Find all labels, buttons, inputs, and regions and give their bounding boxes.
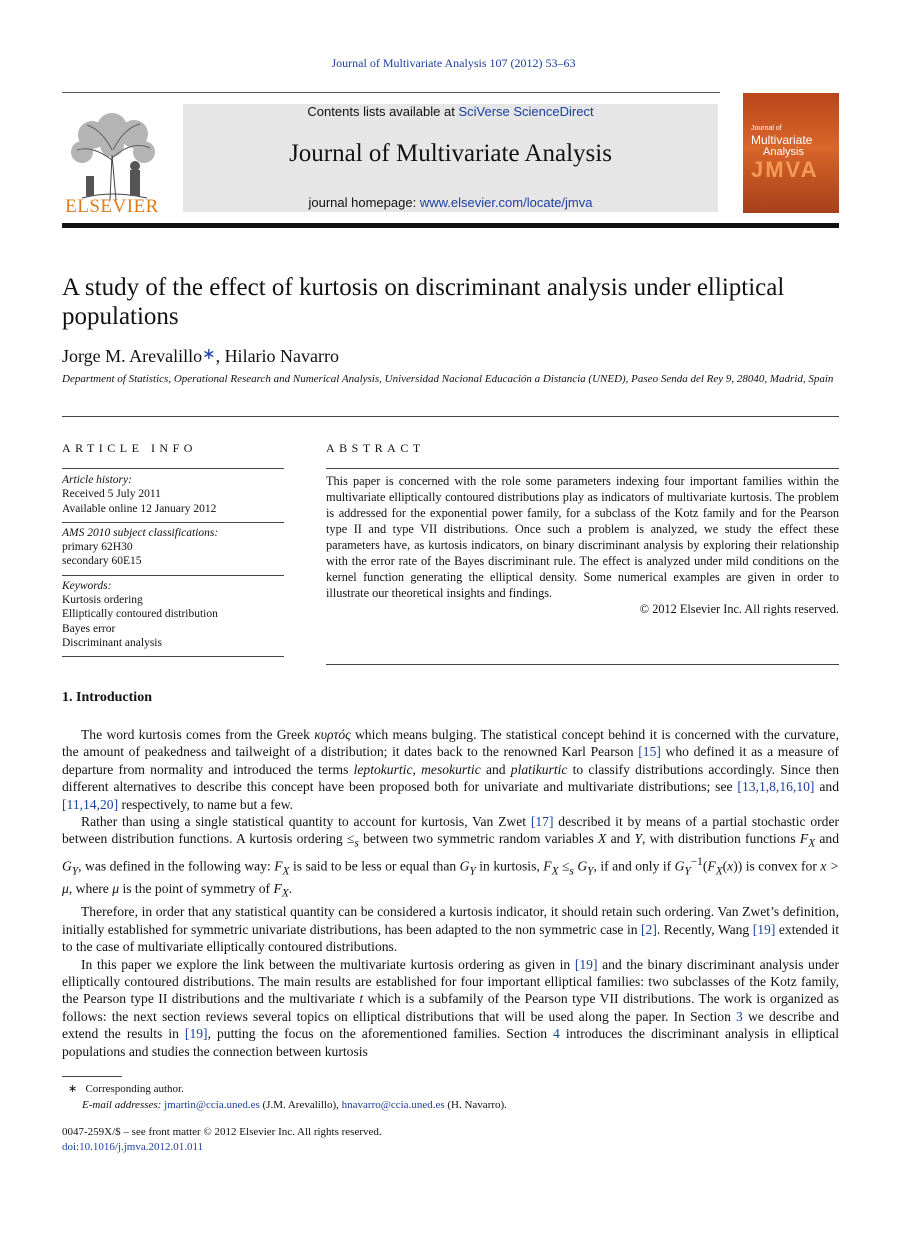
article-title: A study of the effect of kurtosis on discriminant analysis under elliptical populations — [62, 274, 785, 330]
abstract-rule — [326, 468, 839, 469]
info-divider — [62, 656, 284, 657]
email-label: E-mail addresses: — [82, 1099, 162, 1111]
homepage-line — [183, 195, 718, 210]
corresponding-footnote — [62, 1081, 839, 1097]
author-name: Hilario Navarro — [224, 346, 340, 366]
ams-primary: primary 62H30 — [62, 541, 133, 554]
header-thick-rule — [62, 223, 839, 228]
available-date: Available online 12 January 2012 — [62, 502, 217, 515]
footnote-mark: ∗ — [68, 1083, 78, 1095]
footnote-rule — [62, 1076, 122, 1077]
history-label: Article history: — [62, 474, 132, 486]
front-matter — [62, 1125, 382, 1155]
journal-cover[interactable] — [743, 93, 839, 213]
affiliation: Department of Statistics, Operational Research and Numerical Analysis, Universidad Nacional Educación a Distancia (UNED), Paseo Senda del Rey 9, 28040, Madrid, Spain — [62, 373, 834, 385]
email-footnote — [62, 1097, 839, 1113]
journal-name: Journal of Multivariate Analysis — [289, 140, 612, 167]
keywords-block — [62, 576, 284, 656]
header-rule — [62, 92, 720, 93]
elsevier-wordmark: ELSEVIER — [65, 196, 159, 217]
citation-link[interactable]: [15] — [638, 744, 661, 760]
citation-link[interactable]: [17] — [530, 814, 554, 830]
section-heading: 1. Introduction — [62, 690, 152, 705]
article-info-heading: ARTICLE INFO — [62, 441, 197, 455]
abstract-heading: ABSTRACT — [326, 441, 425, 455]
journal-masthead — [183, 104, 718, 212]
received-date: Received 5 July 2011 — [62, 488, 161, 501]
corresponding-author-mark[interactable]: ∗ — [202, 346, 216, 363]
abstract — [326, 473, 839, 617]
journal-reference[interactable]: Journal of Multivariate Analysis 107 (2012) 53–63 — [331, 56, 576, 70]
footnote-text: Corresponding author. — [85, 1083, 184, 1095]
section-link[interactable]: 4 — [553, 1026, 560, 1042]
keyword: Kurtosis ordering — [62, 594, 143, 607]
sciencedirect-link[interactable]: SciVerse ScienceDirect — [458, 104, 594, 119]
citation-link[interactable]: [13,1,8,16,10] — [737, 779, 815, 795]
paragraph: Rather than using a single statistical quantity to account for kurtosis, Van Zwet [17] described it by means of a partial stochastic order between distribution functions. A kurtosis ordering $\le_s$ between two symmetric random variables X and Y, with distribution functions $F_X$ and $G_Y$, was defined in the following way: $F_X$ is said to be less or equal than $G_Y$ in kurtosis, $F_X \le_s$ $G_Y$, if and only if $G_Y^{-1}(F_X(x))$ is convex for x > μ, where μ is the point of symmetry of $F_X$. — [62, 814, 840, 900]
citation-link[interactable]: [2] — [641, 921, 657, 937]
history-block — [62, 470, 284, 522]
intro-body — [62, 726, 839, 1060]
section-link[interactable]: 3 — [736, 1008, 743, 1024]
cover-abbrev: JMVA — [751, 157, 819, 182]
contents-prefix: Contents lists available at — [307, 104, 459, 119]
copyright: © 2012 Elsevier Inc. All rights reserved. — [639, 602, 839, 616]
footnotes — [62, 1081, 839, 1113]
doi-link[interactable]: doi:10.1016/j.jmva.2012.01.011 — [62, 1141, 204, 1153]
paragraph: The word kurtosis comes from the Greek κυρτός which means bulging. The statistical concept behind it is concerned with the curvature, the amount of peakedness and tailweight of a distribution; it dates back to the renowned Karl Pearson [15] who defined it as a measure of departure from normality and introduced the terms leptokurtic, mesokurtic and platikurtic to classify distributions accordingly. Since then different alternatives to describe this concept have been proposed both for univariate and multivariate distributions; see [13,1,8,16,10] and [11,14,20] respectively, to name but a few. — [62, 727, 840, 812]
citation-link[interactable]: [19] — [184, 1026, 208, 1042]
citation-link[interactable]: [11,14,20] — [62, 796, 119, 812]
paragraph: In this paper we explore the link between the multivariate kurtosis ordering as given in [19] and the binary discriminant analysis under elliptically contoured distributions. The main results are established for four important elliptical families: two subclasses of the Kotz family, the Pearson type II distributions and the multivariate t which is a subfamily of the Pearson type VII distributions. The work is organized as follows: the next section reviews several topics on elliptical distributions that will be used along the paper. In Section 3 we describe and extend the results in [19], putting the focus on the aforementioned families. Section 4 introduces the discriminant analysis in elliptical populations and studies the connection between kurtosis — [62, 956, 839, 1059]
cover-title-line1: Journal of — [751, 125, 782, 132]
author-separator: , — [215, 346, 225, 366]
homepage-prefix: journal homepage: — [308, 195, 420, 210]
ams-block — [62, 523, 284, 575]
email-owner: (H. Navarro). — [444, 1099, 507, 1111]
email-link[interactable]: jmartin@ccia.uned.es — [164, 1099, 260, 1111]
contents-line — [183, 104, 718, 119]
cover-title-line3: Analysis — [763, 146, 804, 158]
issn-line: 0047-259X/$ – see front matter © 2012 Elsevier Inc. All rights reserved. — [62, 1126, 382, 1138]
email-link[interactable]: hnavarro@ccia.uned.es — [341, 1099, 445, 1111]
author-list — [62, 344, 339, 367]
ams-label: AMS 2010 subject classifications: — [62, 526, 219, 539]
title-rule — [62, 416, 839, 417]
homepage-link[interactable]: www.elsevier.com/locate/jmva — [419, 195, 593, 210]
citation-link[interactable]: [19] — [574, 956, 598, 972]
keyword: Discriminant analysis — [62, 636, 162, 649]
citation-link[interactable]: [19] — [752, 921, 776, 937]
email-owner: (J.M. Arevalillo), — [259, 1099, 342, 1111]
abstract-bottom-rule — [326, 664, 839, 665]
ams-secondary: secondary 60E15 — [62, 555, 142, 568]
keywords-label: Keywords: — [62, 579, 112, 592]
paragraph: Therefore, in order that any statistical quantity can be considered a kurtosis indicator, it should retain such ordering. Van Zwet’s definition, initially established for symmetric univariate distributions, has been adapted to the non symmetric case in [2]. Recently, Wang [19] extended it to the case of multivariate elliptically contoured distributions. — [62, 904, 839, 955]
cover-title-line2: Multivariate — [751, 133, 813, 147]
keyword: Bayes error — [62, 622, 116, 635]
author-name: Jorge M. Arevalillo — [62, 346, 203, 366]
abstract-text: This paper is concerned with the role some parameters indexing four important families within the multivariate elliptically contoured distributions play as indicators of multivariate kurtosis. The problem is addressed for the exponential power family, for a subclass of the Kotz family and for the Pearson type II and type VII distributions. Once such a problem is analyzed, we study the effect these parameters have, as kurtosis indicators, on binary discriminant analysis by exploring their relationship with the error rate of the Bayes discriminant rule. The effect is analyzed under mild conditions on the kernel function generating the elliptical density. Some numerical examples are given in order to illustrate our theoretical insights and findings. — [326, 474, 839, 600]
keyword: Elliptically contoured distribution — [62, 608, 218, 621]
info-rule — [62, 468, 284, 469]
article-info — [62, 470, 284, 657]
